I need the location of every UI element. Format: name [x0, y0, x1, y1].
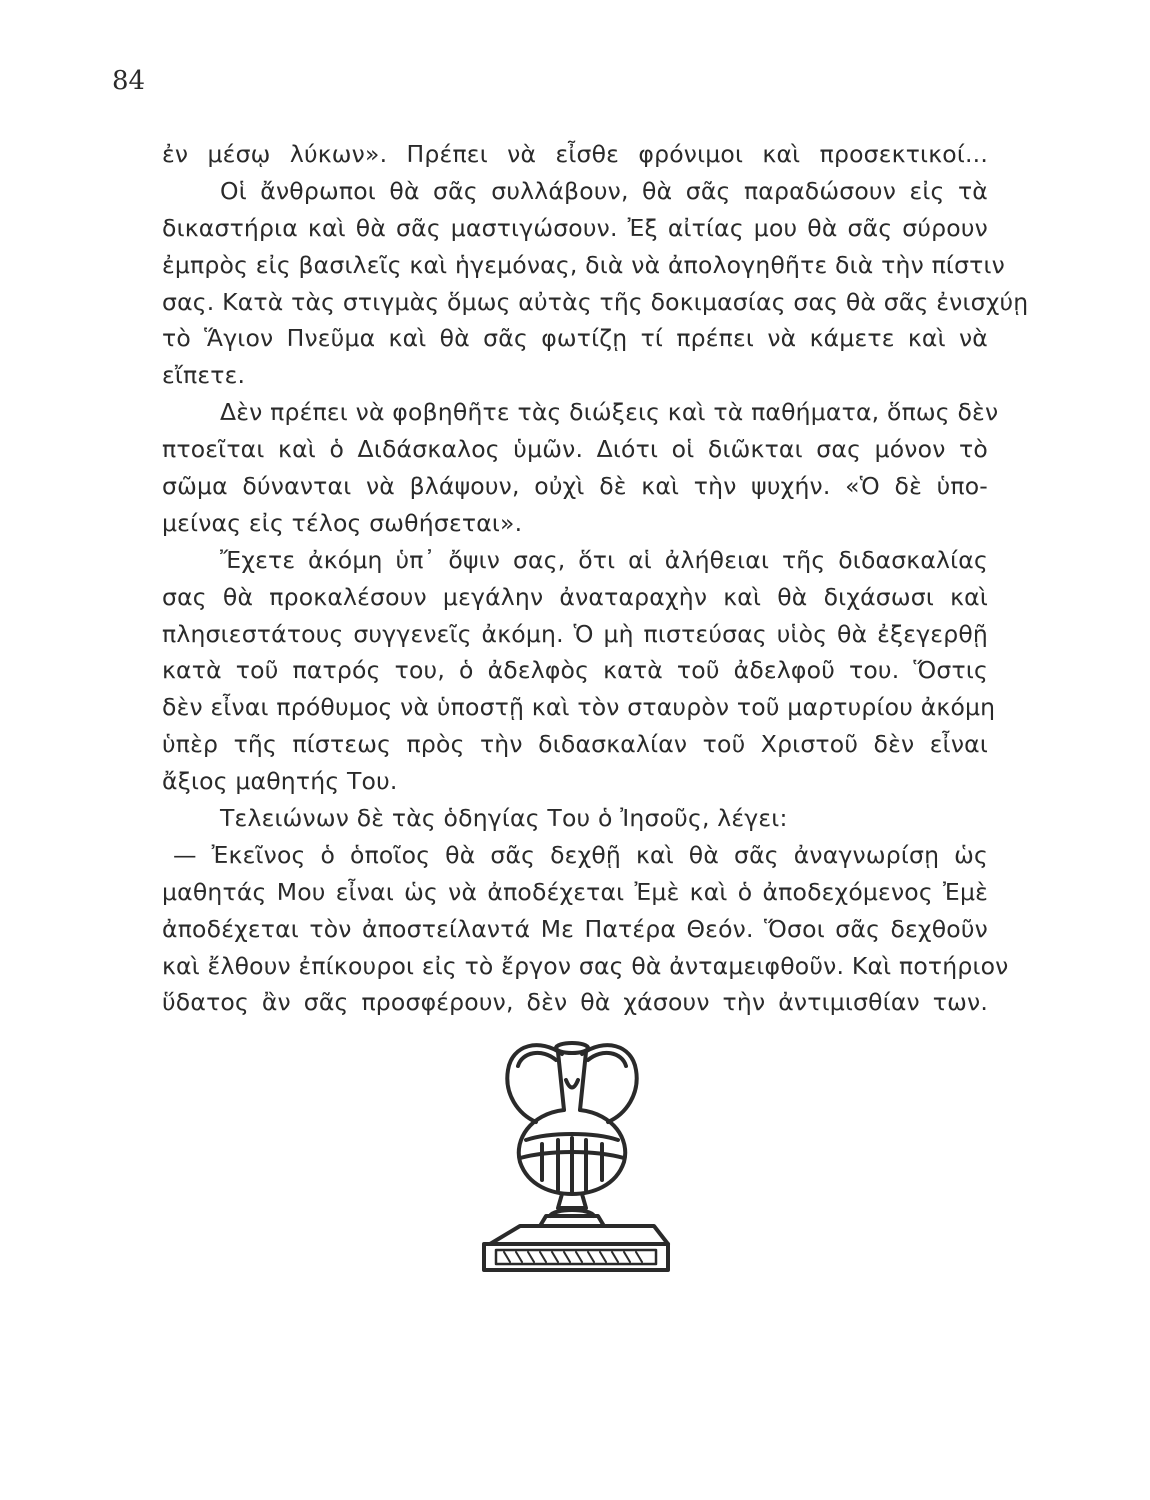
text-line: τὸ Ἅγιον Πνεῦμα καὶ θὰ σᾶς φωτίζῃ τί πρέπει νὰ κάμετε καὶ νὰ [162, 324, 988, 353]
text-line: Δὲν πρέπει νὰ φοβηθῆτε τὰς διώξεις καὶ τὰ παθήματα, ὅπως δὲν [220, 398, 999, 427]
body-text [162, 136, 1029, 1021]
text-line: δικαστήρια καὶ θὰ σᾶς μαστιγώσουν. Ἐξ αἰτίας μου θὰ σᾶς σύρουν [162, 213, 988, 242]
text-line: κατὰ τοῦ πατρός του, ὁ ἀδελφὸς κατὰ τοῦ ἀδελφοῦ του. Ὅστις [162, 656, 988, 685]
text-line: ἐν μέσῳ λύκων». Πρέπει νὰ εἶσθε φρόνιμοι καὶ προσεκτικοί... [162, 140, 988, 168]
text-line: — Ἐκεῖνος ὁ ὁποῖος θὰ σᾶς δεχθῇ καὶ θὰ σᾶς ἀναγνωρίσῃ ὡς [173, 840, 988, 869]
text-line: καὶ ἔλθουν ἐπίκουροι εἰς τὸ ἔργον σας θὰ ἀνταμειφθοῦν. Καὶ ποτήριον [162, 951, 1009, 980]
text-line: σας. Κατὰ τὰς στιγμὰς ὅμως αὐτὰς τῆς δοκιμασίας σας θὰ σᾶς ἐνισχύῃ [162, 287, 1029, 316]
text-line: μαθητάς Μου εἶναι ὡς νὰ ἀποδέχεται Ἐμὲ καὶ ὁ ἀποδεχόμενος Ἐμὲ [162, 877, 988, 906]
text-line: εἴπετε. [162, 361, 246, 390]
text-line: μείνας εἰς τέλος σωθήσεται». [162, 508, 523, 537]
text-line: πλησιεστάτους συγγενεῖς ἀκόμη. Ὁ μὴ πιστεύσας υἱὸς θὰ ἐξεγερθῇ [162, 619, 988, 648]
text-line: δὲν εἶναι πρόθυμος νὰ ὑποστῇ καὶ τὸν σταυρὸν τοῦ μαρτυρίου ἀκόμη [162, 693, 996, 722]
text-line: ἄξιος μαθητής Του. [162, 767, 398, 796]
text-line: ἐμπρὸς εἰς βασιλεῖς καὶ ἡγεμόνας, διὰ νὰ ἀπολογηθῆτε διὰ τὴν πίστιν [162, 250, 1006, 279]
text-line: Οἱ ἄνθρωποι θὰ σᾶς συλλάβουν, θὰ σᾶς παραδώσουν εἰς τὰ [220, 176, 988, 205]
page-number: 84 [112, 66, 146, 96]
text-line: ὑπὲρ τῆς πίστεως πρὸς τὴν διδασκαλίαν τοῦ Χριστοῦ δὲν εἶναι [162, 730, 988, 759]
text-line: σῶμα δύνανται νὰ βλάψουν, οὐχὶ δὲ καὶ τὴν ψυχήν. «Ὁ δὲ ὑπο- [162, 472, 988, 501]
text-line: Τελειώνων δὲ τὰς ὁδηγίας Του ὁ Ἰησοῦς, λέγει: [220, 804, 788, 833]
amphora-vase-icon [470, 1040, 680, 1280]
text-line: πτοεῖται καὶ ὁ Διδάσκαλος ὑμῶν. Διότι οἱ διῶκται σας μόνον τὸ [162, 435, 988, 464]
text-line: ὕδατος ἂν σᾶς προσφέρουν, δὲν θὰ χάσουν τὴν ἀντιμισθίαν των. [162, 988, 988, 1017]
text-line: σας θὰ προκαλέσουν μεγάλην ἀναταραχὴν καὶ θὰ διχάσωσι καὶ [162, 582, 988, 611]
text-line: ἀποδέχεται τὸν ἀποστείλαντά Με Πατέρα Θεόν. Ὅσοι σᾶς δεχθοῦν [162, 914, 988, 943]
text-line: Ἔχετε ἀκόμη ὑπ᾽ ὄψιν σας, ὅτι αἱ ἀλήθειαι τῆς διδασκαλίας [220, 545, 988, 574]
